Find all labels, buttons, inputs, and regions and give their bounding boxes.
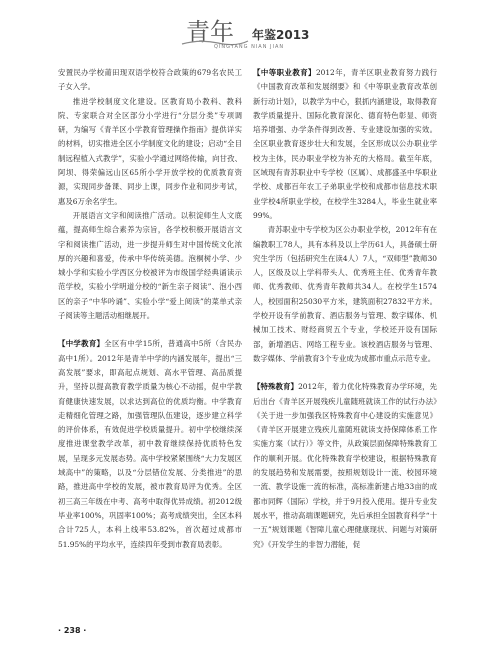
section-paragraph [253, 380, 437, 552]
paragraph-text: 全区有中学15所，普通高中5所（含民办高中1所）。2012年是青羊中学的内涵发展年，提出“三高发展”要求，即高起点规划、高水平管理、高品质提升，坚持以提高教育教学质量为核心不动摇，促中学教育健康快速发展，以求达到高位的优质均衡。中学教育走精细化管理之路，加强管理队伍建设，逐步建立科学的评价体系，有效促进学校质量提升。初中学校继续深度推进课堂教学改革，初中教育继续保持优质特色发展，呈现多元发展态势。高中学校紧紧围绕“大力发展区域高中”的策略，以及“分层错位发展、分类推进”的思路，推进高中学校的发展，被市教育局评为优秀。全区初三高三年级在中考、高考中取得优异成绩。初2012级毕业率100%，巩固率100%；高考成绩突出，全区本科合计725人，本科上线率53.82%，首次超过成都市51.95%的平均水平，连续四年受到市教育局表彰。 [58, 339, 242, 549]
section-paragraph [253, 66, 437, 223]
yearbook-logo [178, 10, 318, 56]
logo-latin: QINGYANG NIAN JIAN [214, 44, 285, 50]
page-number: · 238 · [58, 626, 87, 635]
section-heading: 【特殊教育】 [253, 382, 299, 392]
paragraph-text: 2012年，着力优化特殊教育办学环境，先后出台《青羊区开展残疾儿童随班就读工作的试行办法》《关于进一步加强我区特殊教育中心建设的实施意见》《青羊区开展建立残疾儿童随班就读支持保障体系工作实施方案（试行）》等文件，从政策层面保障特殊教育工作的顺利开展。优化特殊教育学校建设，根据特殊教育的发展趋势和发展需要，按照规划设计一流、校园环境一流、教学设施一流的标准，高标准新建占地33亩的成都市同辉（国际）学校，并于9月投入使用。提升专业发展水平，推动高端课题研究，先后承担全国教育科学“十一五”规划课题《智障儿童心理健康现状、问题与对策研究》《开发学生的非智力潜能，促 [253, 382, 437, 549]
section-paragraph [58, 337, 242, 551]
paragraph: 安置民办学校莆田现双语学校符合政策的679名农民工子女入学。 [58, 68, 242, 92]
paragraph: 推进学校制度文化建设。区教育局小教科、教科院、专家联合对全区部分小学进行“分层分类”专项调研，为编写《青羊区小学教育管理操作指南》提供详实的材料，切实推进全区小学制度文化的建设；启动“全目制远程植入式教学”，实验小学通过网络传输，向甘孜、阿坝、得荣偏远山区65所小学开放学校的优质教育资源，实现同步备课、同步上课，同步作业和同步考试，惠及6万余名学生。 [58, 96, 242, 206]
page-header [0, 0, 480, 64]
section-heading: 【中学教育】 [58, 339, 105, 349]
paragraph: 青苏职业中专学校为区公办职业学校，2012年有在编教职工78人，具有本科及以上学历61人，具备硕士研究生学历（包括研究生在读4人）7人，“双师型”教师30人，区级及以上学科带头人、优秀班主任、优秀青年教师、优秀教师、优秀青年教师共34人。在校学生1574人，校园面积25030平方米，建筑面积27832平方米。学校开设有学前教育、酒店服务与管理、数字媒体、机械加工技术、财经商贸五个专业，学校还开设有国际部，新增酒店、网络工程专业。该校酒店服务与管理、数字媒体、学前教育3个专业成为成都市重点示范专业。 [253, 225, 437, 363]
right-column [253, 66, 437, 552]
left-column [58, 66, 242, 552]
paragraph: 开展语言文字和阅读推广活动。以积淀师生人文底蕴，提高师生综合素养为宗旨，各学校积极开展语言文字和阅读推广活动，进一步提升师生对中国传统文化浓厚的兴趣和喜爱，传承中华传统美德。泡桐树小学、少城小学和实验小学西区分校被评为市级国学经典诵读示范学校，实验小学明道分校的“新生亲子阅读”、泡小西区的亲子“中华吟诵”、实验小学“爱上阅读”的菜单式亲子阅读等主题活动相继展开。 [58, 210, 242, 321]
section-heading: 【中等职业教育】 [253, 68, 316, 77]
paragraph-text: 2012年，青羊区职业教育努力践行《中国教育改革和发展纲要》和《中等职业教育改革创新行动计划》，以教学为中心，狠抓内涵建设，取得教育教学质量提升、国际化教育深化、德育特色彰显、师资培养增强、办学条件得到改善、专业建设加强的实效。全区职业教育逐步壮大和发展，全区形成以公办职业学校为主体，民办职业学校为补充的大格局。截至年底，区域现有青苏职业中专学校（区属）、成都盛圣中华职业学校、成都百年农工子弟职业学校和成都市信息技术职业学校4所职业学校，在校学生3284人，毕业生就业率99%。 [253, 68, 437, 220]
logo-brand: 年鉴2013 [252, 28, 310, 42]
logo-title: 青年 [186, 18, 234, 46]
